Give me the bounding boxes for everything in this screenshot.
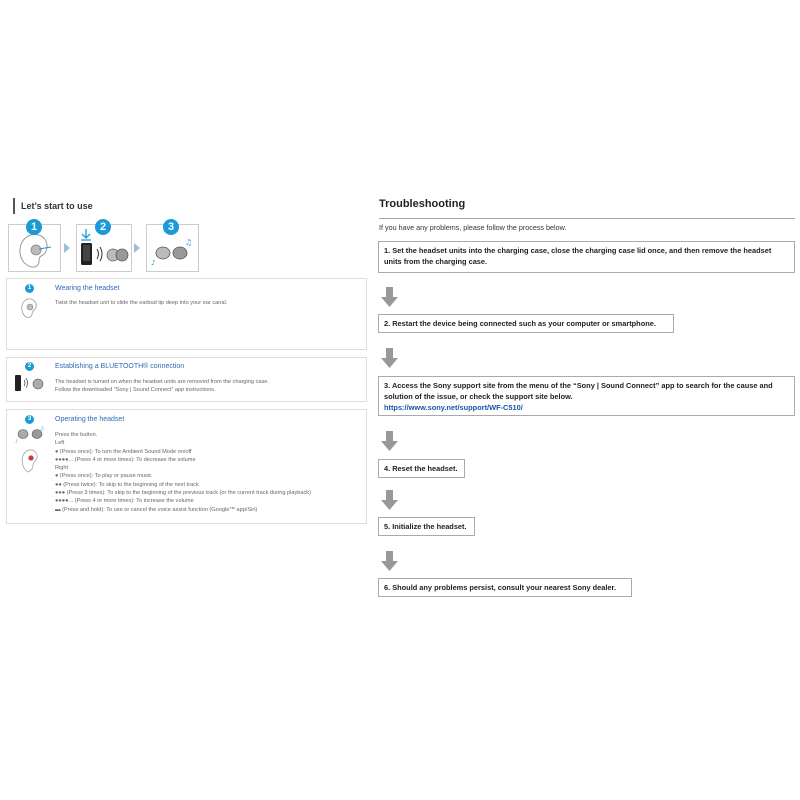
svg-text:♫: ♫ [40,426,45,432]
smartphone-icon [14,372,48,394]
panel-2-text-1: The headset is turned on when the headset units are removed from the charging case. [55,379,269,385]
panel-3-title: Operating the headset [55,416,125,423]
arrow-down-icon [381,551,398,571]
troubleshooting-title: Troubleshooting [379,198,466,210]
support-link[interactable]: https://www.sony.net/support/WF-C510/ [384,403,523,412]
troubleshoot-step-1 [378,241,795,273]
panel-1-title: Wearing the headset [55,285,120,292]
step-3-text: 3. Access the Sony support site from the menu of the “Sony | Sound Connect” app to search for the cause and solution of the issue, or check the support site below. [384,381,773,401]
troubleshoot-step-4 [378,459,465,478]
panel-3-number: 3 [25,415,34,424]
ear-icon [17,295,41,319]
svg-text:♫: ♫ [185,238,193,247]
step-arrow-icon [64,243,70,253]
troubleshoot-step-5 [378,517,475,536]
instruction-line: ●●●●... (Press 4 or more times): To increase the volume [55,498,194,505]
panel-2-title: Establishing a BLUETOOTH® connection [55,363,185,370]
title-divider [379,218,795,219]
step-2-text: 2. Restart the device being connected such as your computer or smartphone. [384,319,656,328]
troubleshooting-intro: If you have any problems, please follow the process below. [379,223,567,232]
panel-2-text-2: Follow the downloaded “Sony | Sound Connect” app instructions. [55,387,216,393]
step-1-text: 1. Set the headset units into the charging case, close the charging case lid once, and then remove the headset units from the charging case. [384,246,772,266]
instruction-line: ●● (Press twice): To skip to the beginning of the next track [55,481,199,488]
panel-1-number: 1 [25,284,34,293]
instruction-line: ● (Press once): To play or pause music [55,473,152,480]
panel-1-text: Twist the headset unit to slide the earbud tip deep into your ear canal. [55,300,228,306]
instruction-line: ●●● (Press 3 times): To skip to the beginning of the previous track (or the current track during playback) [55,490,311,497]
troubleshoot-step-3 [378,376,795,416]
step-arrow-icon [134,243,140,253]
section-title: Let’s start to use [13,198,373,214]
instruction-line: ●●●●... (Press 4 or more times): To decrease the volume [55,456,196,463]
troubleshoot-step-2 [378,314,674,333]
step-4-text: 4. Reset the headset. [384,464,458,473]
svg-text:♪: ♪ [15,439,19,445]
step-number-3: 3 [163,219,179,235]
panel-3-instructions [55,431,360,514]
earbud-icon [14,424,48,474]
step-number-1: 1 [26,219,42,235]
troubleshoot-step-6 [378,578,632,597]
step-5-text: 5. Initialize the headset. [384,522,467,531]
arrow-down-icon [381,490,398,510]
step-number-2: 2 [95,219,111,235]
instruction-line: Press the button. [55,432,98,438]
panel-2-number: 2 [25,362,34,371]
instruction-line: ● (Press once): To turn the Ambient Sound Mode on/off [55,448,192,455]
svg-text:♪: ♪ [151,259,156,267]
arrow-down-icon [381,287,398,307]
instruction-line: ▬ (Press and hold): To use or cancel the voice assist function (Google™ app/Siri) [55,506,258,513]
step-6-text: 6. Should any problems persist, consult your nearest Sony dealer. [384,583,617,592]
instruction-line: Left [55,440,65,447]
arrow-down-icon [381,348,398,368]
instruction-line: Right [55,465,69,472]
arrow-down-icon [381,431,398,451]
